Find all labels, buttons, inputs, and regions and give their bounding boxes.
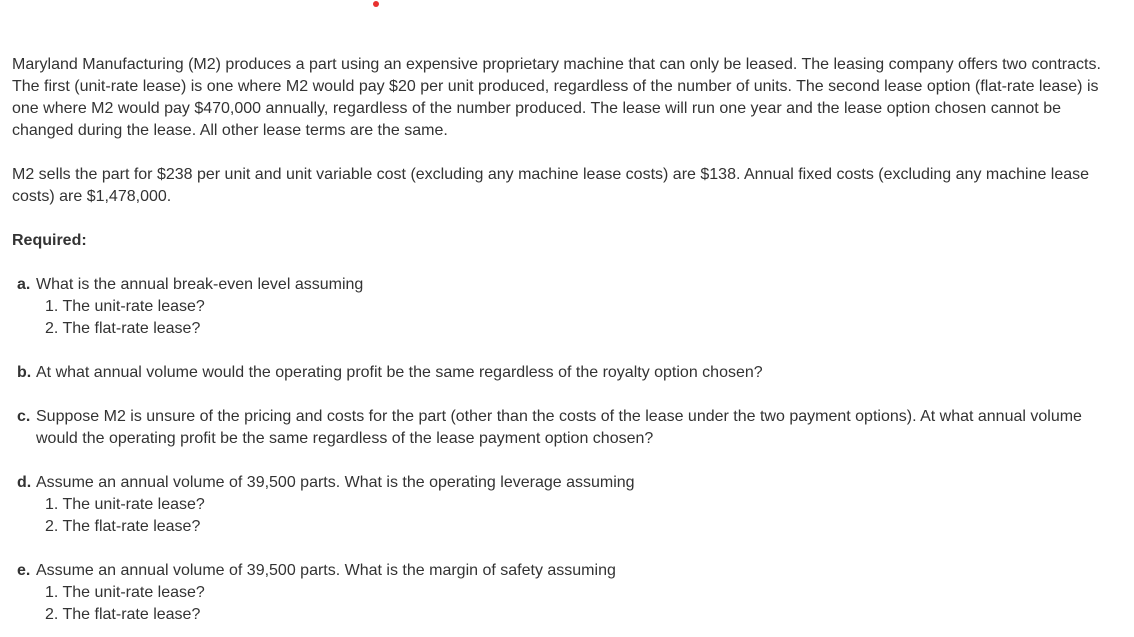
question-c [12, 406, 1124, 450]
problem-content [12, 54, 1124, 626]
question-letter: d. [17, 474, 32, 491]
question-text: What is the annual break-even level assuming [36, 276, 364, 293]
sub-item: 2. The flat-rate lease? [45, 320, 201, 337]
sub-item: 1. The unit-rate lease? [45, 298, 205, 315]
sub-list [12, 296, 1124, 340]
question-text: Suppose M2 is unsure of the pricing and costs for the part (other than the costs of the lease under the two payment options). At what annual volume would the operating profit be the same regardless of the lease payment option chosen? [36, 408, 1082, 447]
question-letter: e. [17, 562, 31, 579]
question-letter: a. [17, 276, 31, 293]
sub-list [12, 582, 1124, 626]
question-letter: b. [17, 364, 32, 381]
question-text: Assume an annual volume of 39,500 parts. What is the operating leverage assuming [36, 474, 635, 491]
sub-item: 2. The flat-rate lease? [45, 518, 201, 535]
sub-item: 2. The flat-rate lease? [45, 606, 201, 623]
sub-item: 1. The unit-rate lease? [45, 584, 205, 601]
required-heading: Required: [12, 232, 87, 249]
question-b [12, 362, 1124, 384]
red-dot-marker [373, 1, 379, 7]
intro-paragraph-2: M2 sells the part for $238 per unit and unit variable cost (excluding any machine lease costs) are $138. Annual fixed costs (excluding any machine lease costs) are $1,478,000. [12, 166, 1090, 205]
intro-paragraph-1: Maryland Manufacturing (M2) produces a part using an expensive proprietary machine that can only be leased. The leasing company offers two contracts. The first (unit-rate lease) is one where M2 would pay $20 per unit produced, regardless of the number of units. The second lease option (flat-rate lease) is one where M2 would pay $470,000 annually, regardless of the number produced. The lease will run one year and the lease option chosen cannot be changed during the lease. All other lease terms are the same. [12, 56, 1101, 139]
sub-list [12, 494, 1124, 538]
question-d [12, 472, 1124, 538]
question-text: Assume an annual volume of 39,500 parts. What is the margin of safety assuming [36, 562, 616, 579]
question-e [12, 560, 1124, 626]
sub-item: 1. The unit-rate lease? [45, 496, 205, 513]
question-text: At what annual volume would the operating profit be the same regardless of the royalty option chosen? [36, 364, 763, 381]
question-letter: c. [17, 408, 31, 425]
question-a [12, 274, 1124, 340]
